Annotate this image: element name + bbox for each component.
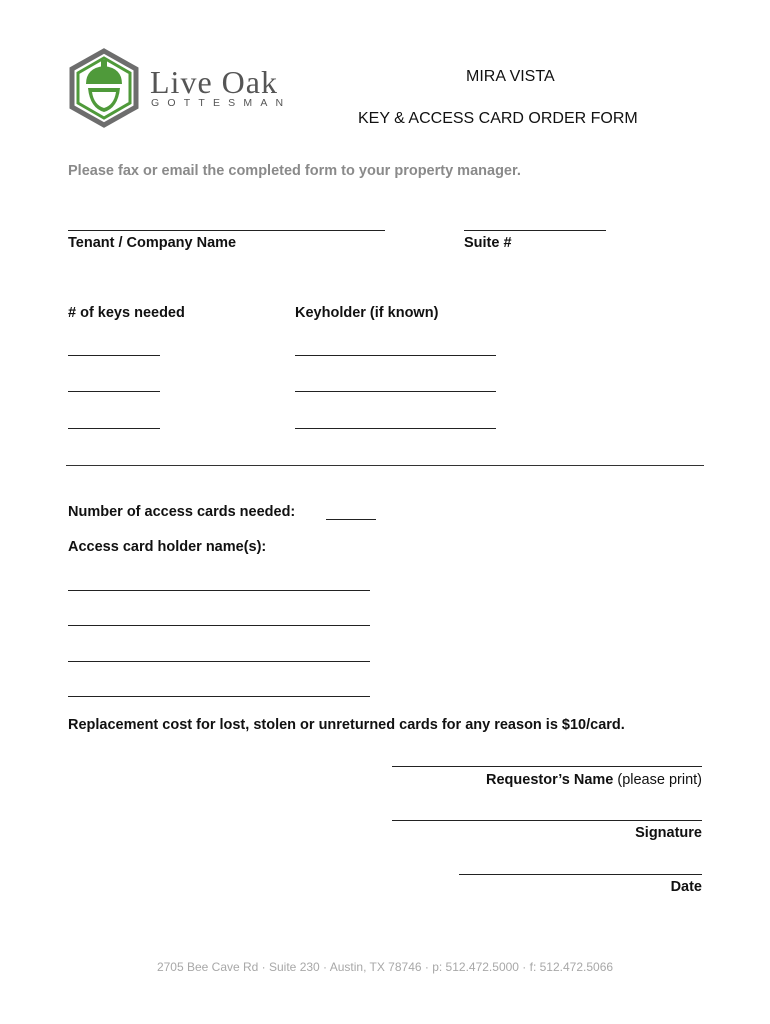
date-field[interactable]	[459, 874, 702, 875]
cards-count-field[interactable]	[326, 519, 376, 520]
section-divider	[66, 465, 704, 466]
property-name: MIRA VISTA	[466, 68, 555, 85]
date-label: Date	[670, 879, 702, 895]
requestor-label-row	[486, 772, 702, 788]
tenant-name-field[interactable]	[68, 230, 385, 231]
footer-address: 2705 Bee Cave Rd · Suite 230 · Austin, TX 78746 · p: 512.472.5000 · f: 512.472.5066	[156, 960, 614, 974]
replacement-notice: Replacement cost for lost, stolen or unreturned cards for any reason is $10/card.	[68, 717, 625, 733]
keyholder-field-1[interactable]	[295, 355, 496, 356]
logo-wordmark: Live Oak	[150, 64, 278, 100]
suite-label: Suite #	[464, 235, 512, 251]
card-holder-field-2[interactable]	[68, 625, 370, 626]
logo-subword: GOTTESMAN	[151, 97, 292, 109]
card-holder-field-4[interactable]	[68, 696, 370, 697]
card-holder-field-1[interactable]	[68, 590, 370, 591]
instructions: Please fax or email the completed form to your property manager.	[68, 163, 521, 179]
requestor-hint: (please print)	[617, 772, 702, 788]
suite-field[interactable]	[464, 230, 606, 231]
keys-count-field-1[interactable]	[68, 355, 160, 356]
acorn-hexagon-icon	[68, 48, 140, 128]
signature-field[interactable]	[392, 820, 702, 821]
keys-count-field-3[interactable]	[68, 428, 160, 429]
requestor-label: Requestor’s Name	[486, 772, 614, 788]
form-title: KEY & ACCESS CARD ORDER FORM	[358, 110, 638, 127]
card-holders-label: Access card holder name(s):	[68, 539, 267, 555]
tenant-label: Tenant / Company Name	[68, 235, 237, 251]
keys-count-field-2[interactable]	[68, 391, 160, 392]
keys-label: # of keys needed	[68, 305, 185, 321]
keyholder-field-3[interactable]	[295, 428, 496, 429]
keyholder-field-2[interactable]	[295, 391, 496, 392]
signature-label: Signature	[635, 825, 702, 841]
keyholder-label: Keyholder (if known)	[295, 305, 439, 321]
requestor-name-field[interactable]	[392, 766, 702, 767]
cards-count-label: Number of access cards needed:	[68, 504, 296, 520]
card-holder-field-3[interactable]	[68, 661, 370, 662]
